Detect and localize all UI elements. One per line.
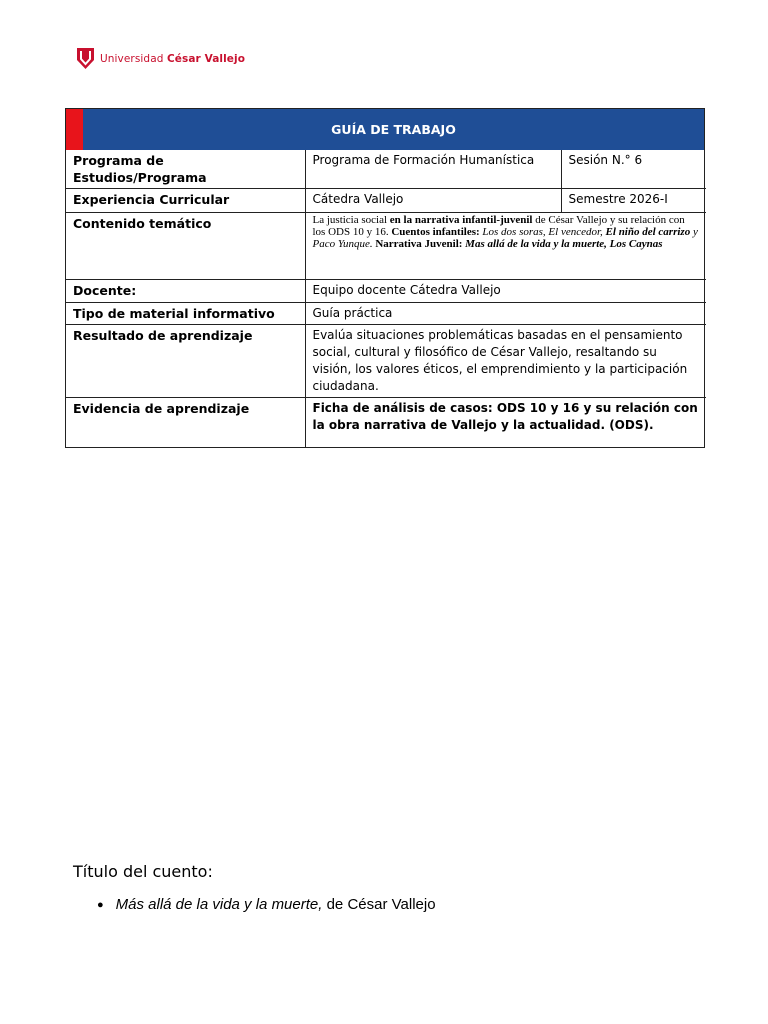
guide-header	[66, 109, 704, 150]
story-entry	[116, 896, 436, 913]
tipo-value: Guía práctica	[305, 303, 706, 325]
row-evidencia	[66, 398, 706, 447]
ucv-shield-icon	[77, 48, 94, 69]
guide-title: GUÍA DE TRABAJO	[331, 122, 456, 137]
row-resultado	[66, 325, 706, 398]
docente-label: Docente:	[66, 280, 305, 303]
resultado-label: Resultado de aprendizaje	[66, 325, 305, 398]
semester: Semestre 2026-I	[561, 189, 706, 213]
header-accent	[66, 109, 83, 150]
programa-label: Programa de Estudios/Programa	[66, 150, 305, 189]
evidencia-label: Evidencia de aprendizaje	[66, 398, 305, 447]
resultado-value: Evalúa situaciones problemáticas basadas en el pensamiento social, cultural y filosófico de César Vallejo, resaltando su visión, los valores éticos, el emprendimiento y la participación ciudadana.	[305, 325, 706, 398]
story-title: Más allá de la vida y la muerte,	[115, 896, 323, 913]
university-logo	[77, 48, 245, 69]
row-contenido	[66, 213, 706, 280]
contenido-label: Contenido temático	[66, 213, 305, 280]
story-list-item	[97, 896, 436, 913]
row-experiencia	[66, 189, 706, 213]
evidencia-value: Ficha de análisis de casos: ODS 10 y 16 y su relación con la obra narrativa de Vallejo y la actualidad. (ODS).	[305, 398, 706, 447]
session-number: Sesión N.° 6	[561, 150, 706, 189]
story-author: de César Vallejo	[322, 896, 436, 913]
bullet-icon: ●	[97, 898, 104, 911]
logo-text: Universidad César Vallejo	[100, 52, 246, 65]
guide-table	[66, 150, 706, 447]
story-heading: Título del cuento:	[73, 862, 213, 881]
experiencia-value: Cátedra Vallejo	[305, 189, 561, 213]
contenido-value: La justicia social en la narrativa infantil-juvenil de César Vallejo y su relación con los ODS 10 y 16. Cuentos infantiles: Los dos soras, El vencedor, El niño del carrizo y Paco Yunque. Narrativa Juvenil: Mas allá de la vida y la muerte, Los Caynas	[305, 213, 706, 280]
programa-value: Programa de Formación Humanística	[305, 150, 561, 189]
docente-value: Equipo docente Cátedra Vallejo	[305, 280, 706, 303]
row-tipo	[66, 303, 706, 325]
tipo-label: Tipo de material informativo	[66, 303, 305, 325]
row-programa	[66, 150, 706, 189]
experiencia-label: Experiencia Curricular	[66, 189, 305, 213]
row-docente	[66, 280, 706, 303]
work-guide-card	[65, 108, 705, 448]
